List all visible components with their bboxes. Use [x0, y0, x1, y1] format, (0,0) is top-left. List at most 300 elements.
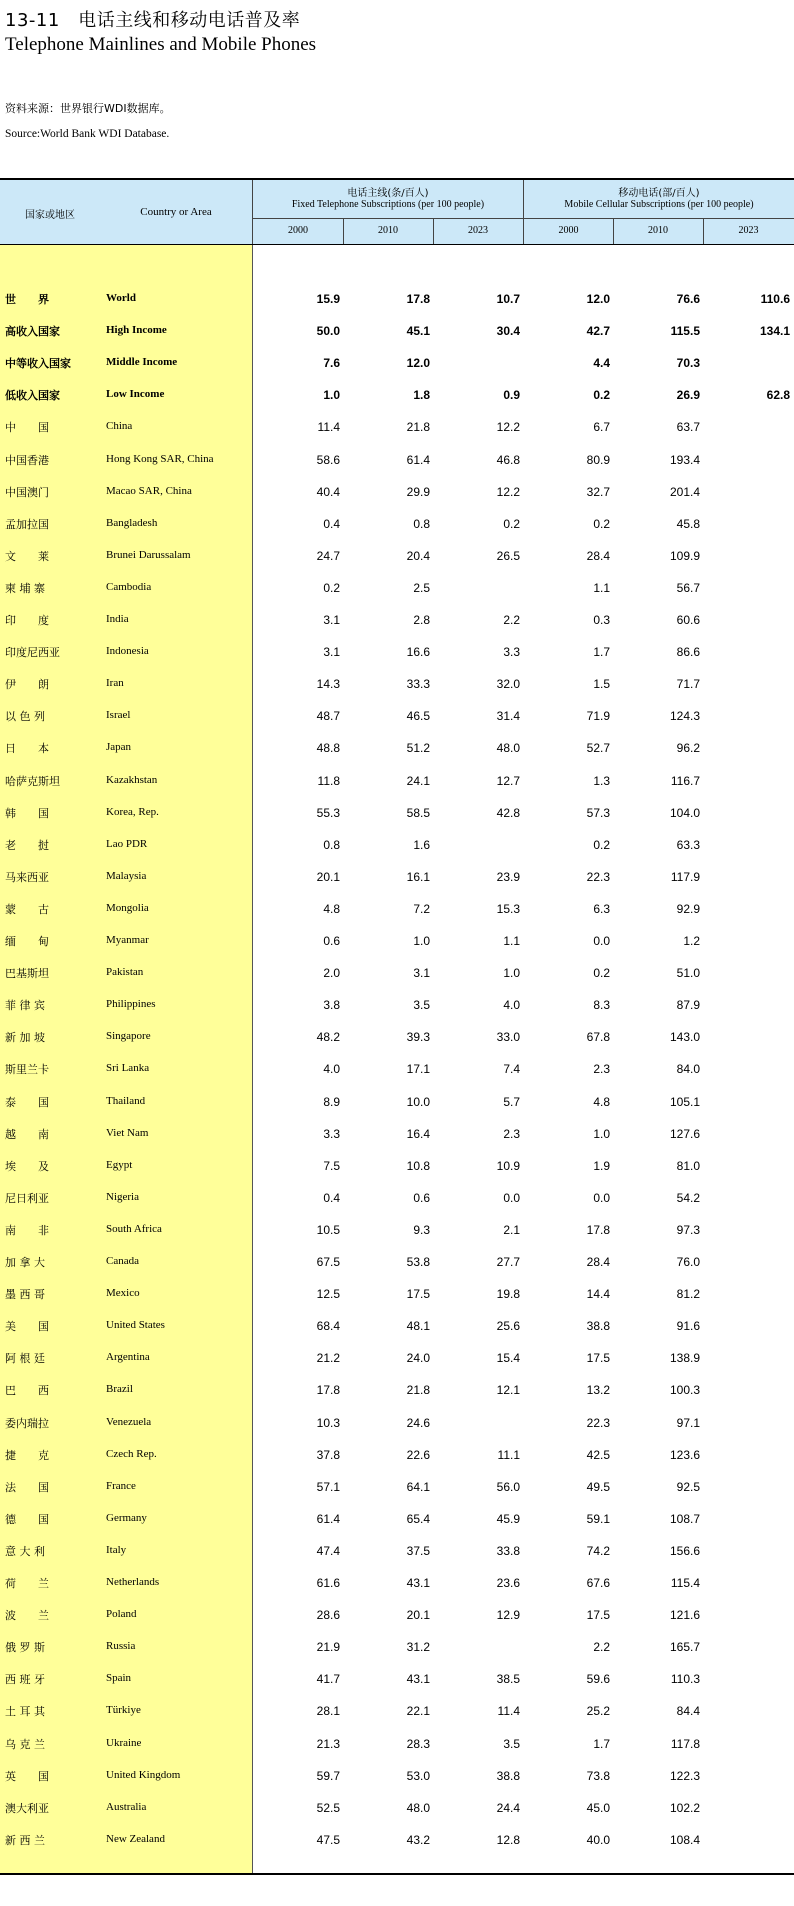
table-row: [0, 283, 794, 315]
value-cell: 31.2: [406, 1640, 430, 1655]
value-cell: 45.0: [586, 1800, 610, 1815]
value-cell: 28.1: [316, 1704, 340, 1719]
value-cell: 0.2: [593, 516, 610, 531]
value-cell: 28.4: [586, 548, 610, 563]
table-row: [0, 1631, 794, 1663]
value-cell: 0.0: [593, 934, 610, 948]
value-cell: 37.5: [406, 1543, 430, 1558]
table-row: [0, 1760, 794, 1792]
region-name-cn: 荷 兰: [5, 1577, 49, 1590]
table-row: [0, 572, 794, 604]
value-cell: 42.5: [586, 1447, 610, 1462]
region-name-cn: 泰 国: [5, 1095, 49, 1109]
year-header: 2023: [468, 225, 488, 236]
value-cell: 59.7: [316, 1768, 340, 1783]
region-name-cn: 美 国: [5, 1320, 49, 1334]
region-name-cn: 新 加 坡: [5, 1031, 45, 1045]
table-row: [0, 347, 794, 379]
value-cell: 43.1: [406, 1576, 430, 1590]
table-row: [0, 540, 794, 572]
value-cell: 52.7: [586, 741, 610, 756]
value-cell: 17.8: [586, 1222, 610, 1237]
region-name-en: Italy: [106, 1543, 127, 1556]
table-row: [0, 1792, 794, 1824]
region-name-cn: 高收入国家: [5, 325, 60, 339]
value-cell: 0.4: [323, 516, 340, 531]
value-cell: 9.3: [413, 1222, 430, 1237]
value-cell: 12.2: [496, 420, 520, 435]
value-cell: 13.2: [586, 1383, 610, 1398]
value-cell: 102.2: [669, 1800, 700, 1815]
value-cell: 2.3: [593, 1062, 610, 1077]
value-cell: 7.6: [323, 356, 340, 371]
value-cell: 0.0: [593, 1190, 610, 1205]
value-cell: 10.9: [496, 1158, 520, 1173]
value-cell: 58.5: [406, 805, 430, 820]
region-name-en: Viet Nam: [106, 1126, 149, 1139]
region-name-en: Pakistan: [106, 966, 144, 979]
region-name-cn: 老 挝: [5, 838, 49, 852]
value-cell: 28.3: [406, 1736, 430, 1751]
value-cell: 45.9: [496, 1511, 520, 1526]
table-row: [0, 379, 794, 411]
value-cell: 1.7: [593, 645, 610, 660]
region-name-en: Singapore: [106, 1030, 151, 1043]
region-name-en: Nigeria: [106, 1190, 139, 1203]
value-cell: 26.5: [496, 548, 520, 563]
value-cell: 12.1: [496, 1383, 520, 1398]
table-row: [0, 668, 794, 700]
value-cell: 2.0: [323, 966, 340, 981]
table-row: [0, 508, 794, 540]
value-cell: 14.4: [586, 1287, 610, 1302]
region-name-en: Kazakhstan: [106, 773, 158, 786]
region-name-cn: 孟加拉国: [5, 517, 49, 531]
value-cell: 92.5: [676, 1479, 700, 1494]
value-cell: 108.4: [669, 1832, 700, 1847]
region-name-cn: 澳大利亚: [5, 1801, 49, 1815]
value-cell: 122.3: [669, 1768, 700, 1783]
table-row: [0, 1086, 794, 1118]
value-cell: 33.3: [406, 677, 430, 692]
value-cell: 76.6: [676, 292, 700, 306]
table-row: [0, 1471, 794, 1503]
region-name-cn: 中国澳门: [5, 485, 49, 499]
value-cell: 15.4: [496, 1351, 520, 1366]
region-name-cn: 英 国: [5, 1769, 49, 1783]
value-cell: 138.9: [669, 1351, 700, 1366]
value-cell: 43.1: [406, 1672, 430, 1687]
value-cell: 0.8: [413, 516, 430, 531]
value-cell: 50.0: [316, 324, 340, 339]
table-row: [0, 636, 794, 668]
value-cell: 22.3: [586, 1415, 610, 1430]
value-cell: 62.8: [766, 388, 790, 403]
value-cell: 61.4: [406, 452, 430, 467]
region-name-en: Korea, Rep.: [106, 805, 159, 818]
value-cell: 58.6: [316, 452, 340, 467]
value-cell: 40.0: [586, 1832, 610, 1847]
table-row: [0, 315, 794, 347]
value-cell: 134.1: [759, 324, 790, 339]
value-cell: 52.5: [316, 1800, 340, 1815]
region-name-en: Canada: [106, 1255, 139, 1267]
table-header: [0, 178, 794, 245]
region-name-en: Iran: [106, 677, 124, 690]
value-cell: 4.8: [323, 901, 340, 916]
value-cell: 117.9: [670, 869, 700, 884]
value-cell: 45.1: [406, 324, 430, 339]
region-name-en: Venezuela: [106, 1415, 152, 1428]
value-cell: 1.5: [593, 677, 610, 692]
value-cell: 17.5: [406, 1287, 430, 1302]
value-cell: 1.6: [413, 837, 430, 852]
value-cell: 4.4: [593, 356, 610, 371]
value-cell: 57.3: [586, 805, 610, 820]
value-cell: 45.8: [676, 516, 700, 531]
table-row: [0, 1118, 794, 1150]
value-cell: 92.9: [676, 901, 700, 916]
region-name-en: Egypt: [106, 1158, 133, 1171]
value-cell: 1.2: [683, 934, 700, 948]
value-cell: 42.8: [496, 805, 520, 820]
value-cell: 24.6: [406, 1415, 430, 1430]
region-name-en: Israel: [106, 709, 131, 722]
region-name-en: Poland: [106, 1608, 137, 1621]
value-cell: 17.5: [586, 1351, 610, 1366]
value-cell: 27.7: [496, 1255, 520, 1269]
value-cell: 96.2: [676, 741, 700, 756]
region-name-en: Japan: [106, 741, 132, 754]
value-cell: 22.1: [406, 1704, 430, 1719]
value-cell: 23.9: [496, 869, 520, 884]
value-cell: 10.5: [316, 1222, 340, 1237]
value-cell: 14.3: [316, 677, 340, 692]
table-row: [0, 1310, 794, 1342]
header-mobile-en: Mobile Cellular Subscriptions (per 100 people): [564, 199, 754, 210]
value-cell: 65.4: [406, 1511, 430, 1526]
region-name-cn: 中国香港: [5, 453, 49, 467]
value-cell: 21.2: [316, 1351, 340, 1366]
value-cell: 20.4: [406, 548, 430, 563]
value-cell: 109.9: [669, 548, 700, 563]
value-cell: 16.1: [406, 869, 430, 884]
value-cell: 21.8: [406, 1383, 430, 1398]
value-cell: 15.3: [496, 901, 520, 916]
region-name-en: Netherlands: [106, 1576, 160, 1588]
region-name-en: Mexico: [106, 1287, 140, 1300]
region-name-cn: 中 国: [5, 421, 49, 435]
value-cell: 81.0: [676, 1158, 700, 1173]
value-cell: 76.0: [676, 1255, 700, 1269]
region-name-cn: 蒙 古: [5, 902, 49, 916]
region-name-en: Macao SAR, China: [106, 484, 192, 497]
value-cell: 55.3: [316, 805, 340, 820]
table-row: [0, 1342, 794, 1374]
value-cell: 15.9: [316, 292, 340, 306]
header-region-cn: 国家或地区: [25, 210, 75, 221]
region-name-en: Australia: [106, 1800, 147, 1813]
value-cell: 10.8: [406, 1158, 430, 1173]
value-cell: 16.6: [406, 645, 430, 660]
table-row: [0, 1503, 794, 1535]
table-row: [0, 957, 794, 989]
value-cell: 3.3: [503, 645, 520, 660]
region-name-en: France: [106, 1479, 136, 1492]
region-name-en: World: [106, 292, 136, 304]
value-cell: 31.4: [496, 709, 520, 724]
value-cell: 37.8: [316, 1447, 340, 1462]
year-header: 2000: [558, 225, 579, 236]
value-cell: 48.2: [316, 1030, 340, 1045]
value-cell: 8.9: [323, 1094, 340, 1109]
region-name-cn: 俄 罗 斯: [5, 1641, 45, 1655]
value-cell: 40.4: [316, 484, 340, 499]
value-cell: 48.1: [406, 1319, 430, 1334]
region-name-cn: 菲 律 宾: [5, 999, 45, 1013]
region-name-cn: 越 南: [5, 1127, 49, 1141]
region-name-en: Ukraine: [106, 1736, 142, 1749]
region-name-cn: 日 本: [5, 742, 49, 756]
value-cell: 12.0: [586, 292, 610, 306]
region-name-en: Argentina: [106, 1351, 150, 1364]
value-cell: 51.0: [676, 966, 700, 981]
value-cell: 48.0: [496, 741, 520, 756]
value-cell: 84.0: [676, 1062, 700, 1077]
value-cell: 3.3: [323, 1126, 340, 1141]
region-name-en: Lao PDR: [106, 837, 148, 850]
region-name-cn: 伊 朗: [5, 678, 49, 692]
region-name-cn: 德 国: [5, 1512, 49, 1526]
region-name-cn: 墨 西 哥: [5, 1288, 45, 1302]
year-header: 2023: [738, 225, 759, 236]
value-cell: 46.5: [406, 709, 430, 724]
value-cell: 48.8: [316, 741, 340, 756]
value-cell: 56.7: [676, 580, 700, 595]
region-name-en: New Zealand: [106, 1832, 165, 1845]
table-row: [0, 1535, 794, 1567]
value-cell: 2.2: [593, 1640, 610, 1655]
region-name-cn: 马来西亚: [5, 870, 49, 884]
value-cell: 39.3: [406, 1030, 430, 1045]
value-cell: 7.5: [323, 1158, 340, 1173]
region-name-cn: 西 班 牙: [5, 1673, 45, 1687]
table-row: [0, 1439, 794, 1471]
value-cell: 116.7: [670, 773, 700, 788]
region-name-cn: 文 莱: [5, 549, 49, 563]
value-cell: 26.9: [676, 388, 700, 403]
region-name-cn: 低收入国家: [5, 389, 60, 403]
region-name-en: Brunei Darussalam: [106, 548, 191, 561]
region-name-en: Indonesia: [106, 645, 149, 658]
value-cell: 28.4: [586, 1255, 610, 1269]
value-cell: 1.1: [503, 934, 520, 948]
table-row: [0, 444, 794, 476]
value-cell: 24.1: [406, 773, 430, 788]
source-note-cn: 资料来源：世界银行WDI数据库。: [5, 102, 171, 115]
value-cell: 28.6: [316, 1608, 340, 1623]
value-cell: 10.0: [406, 1094, 430, 1109]
value-cell: 17.5: [586, 1608, 610, 1623]
value-cell: 86.6: [676, 645, 700, 660]
table-row: [0, 1728, 794, 1760]
table-row: [0, 989, 794, 1021]
table-row: [0, 1599, 794, 1631]
year-header: 2010: [648, 225, 668, 236]
value-cell: 97.3: [676, 1222, 700, 1237]
value-cell: 20.1: [316, 869, 340, 884]
value-cell: 10.7: [496, 292, 520, 306]
value-cell: 97.1: [676, 1415, 700, 1430]
region-name-cn: 加 拿 大: [5, 1256, 45, 1269]
region-name-cn: 巴基斯坦: [5, 967, 49, 981]
value-cell: 12.9: [496, 1608, 520, 1623]
value-cell: 61.6: [316, 1576, 340, 1590]
value-cell: 6.3: [593, 901, 610, 916]
value-cell: 22.6: [406, 1447, 430, 1462]
table-row: [0, 1695, 794, 1727]
table-row: [0, 829, 794, 861]
value-cell: 47.4: [316, 1543, 340, 1558]
value-cell: 38.8: [496, 1768, 520, 1783]
value-cell: 0.8: [323, 837, 340, 852]
region-name-en: Brazil: [106, 1383, 133, 1396]
region-name-en: United Kingdom: [106, 1768, 181, 1781]
table-row: [0, 925, 794, 957]
region-name-en: Cambodia: [106, 580, 152, 593]
region-name-cn: 柬 埔 寨: [5, 581, 45, 595]
value-cell: 67.8: [586, 1030, 610, 1045]
value-cell: 21.9: [316, 1640, 340, 1655]
value-cell: 0.0: [503, 1190, 520, 1205]
value-cell: 67.6: [586, 1576, 610, 1590]
region-name-cn: 阿 根 廷: [5, 1352, 45, 1366]
year-header: 2000: [288, 225, 308, 236]
value-cell: 0.3: [593, 613, 610, 627]
value-cell: 165.7: [669, 1640, 700, 1655]
value-cell: 48.0: [406, 1800, 430, 1815]
value-cell: 48.7: [316, 709, 340, 724]
value-cell: 7.2: [413, 901, 430, 916]
table-row: [0, 1374, 794, 1406]
value-cell: 73.8: [586, 1768, 610, 1783]
table-row: [0, 765, 794, 797]
value-cell: 156.6: [669, 1543, 700, 1558]
value-cell: 64.1: [406, 1479, 430, 1494]
table-row: [0, 861, 794, 893]
value-cell: 47.5: [316, 1832, 340, 1847]
value-cell: 60.6: [676, 613, 700, 627]
value-cell: 115.4: [670, 1576, 700, 1590]
region-name-en: Türkiye: [106, 1704, 141, 1717]
data-table: [0, 178, 794, 1875]
region-name-en: Czech Rep.: [106, 1447, 157, 1460]
value-cell: 24.0: [406, 1351, 430, 1366]
value-cell: 63.7: [676, 420, 700, 435]
region-name-en: Hong Kong SAR, China: [106, 452, 214, 465]
value-cell: 21.8: [406, 420, 430, 435]
value-cell: 11.1: [497, 1447, 520, 1462]
region-name-en: Low Income: [106, 388, 165, 401]
value-cell: 0.9: [503, 388, 520, 403]
value-cell: 24.4: [496, 1800, 520, 1815]
value-cell: 61.4: [316, 1511, 340, 1526]
value-cell: 201.4: [669, 484, 700, 499]
value-cell: 110.6: [760, 292, 790, 306]
header-fixed-en: Fixed Telephone Subscriptions (per 100 people): [291, 199, 485, 210]
value-cell: 123.6: [669, 1447, 700, 1462]
value-cell: 4.0: [503, 998, 520, 1013]
value-cell: 21.3: [316, 1736, 340, 1751]
table-row: [0, 797, 794, 829]
value-cell: 5.7: [503, 1094, 520, 1109]
region-name-en: India: [106, 613, 129, 625]
region-name-cn: 南 非: [5, 1223, 49, 1237]
value-cell: 91.6: [676, 1319, 700, 1334]
value-cell: 3.1: [413, 966, 430, 981]
value-cell: 3.1: [323, 613, 340, 627]
region-name-cn: 斯里兰卡: [5, 1063, 49, 1077]
table-row: [0, 604, 794, 636]
value-cell: 143.0: [669, 1030, 700, 1045]
value-cell: 127.6: [669, 1126, 700, 1141]
value-cell: 17.8: [406, 292, 430, 306]
header-mobile-cn: 移动电话(部/百人): [618, 188, 700, 199]
value-cell: 2.1: [503, 1222, 520, 1237]
table-row: [0, 1021, 794, 1053]
value-cell: 24.7: [316, 548, 340, 563]
region-name-cn: 印 度: [5, 614, 49, 627]
value-cell: 51.2: [406, 741, 430, 756]
region-name-en: Sri Lanka: [106, 1062, 150, 1075]
region-name-en: Malaysia: [106, 869, 147, 882]
page-title-cn: 13-11 电话主线和移动电话普及率: [5, 10, 301, 31]
value-cell: 4.8: [593, 1094, 610, 1109]
value-cell: 1.0: [593, 1126, 610, 1141]
value-cell: 4.0: [323, 1062, 340, 1077]
region-name-en: South Africa: [106, 1222, 162, 1235]
value-cell: 117.8: [670, 1736, 700, 1751]
region-name-cn: 埃 及: [5, 1159, 49, 1173]
value-cell: 0.2: [323, 580, 340, 595]
table-row: [0, 1824, 794, 1856]
value-cell: 23.6: [496, 1576, 520, 1590]
table-row: [0, 1150, 794, 1182]
value-cell: 49.5: [586, 1479, 610, 1494]
region-name-en: United States: [106, 1319, 165, 1332]
value-cell: 38.8: [586, 1319, 610, 1334]
region-name-cn: 尼日利亚: [5, 1191, 49, 1205]
value-cell: 0.6: [413, 1190, 430, 1205]
region-name-en: Bangladesh: [106, 516, 158, 529]
value-cell: 11.4: [317, 420, 340, 435]
value-cell: 8.3: [593, 998, 610, 1013]
value-cell: 57.1: [316, 1479, 340, 1494]
value-cell: 0.2: [503, 516, 520, 531]
value-cell: 11.8: [317, 773, 340, 788]
table-row: [0, 732, 794, 764]
value-cell: 56.0: [496, 1479, 520, 1494]
table-row: [0, 411, 794, 443]
page-title-en: Telephone Mainlines and Mobile Phones: [5, 34, 317, 55]
value-cell: 2.8: [413, 613, 430, 627]
value-cell: 38.5: [496, 1672, 520, 1687]
region-name-cn: 中等收入国家: [5, 357, 71, 371]
value-cell: 53.0: [406, 1768, 430, 1783]
value-cell: 22.3: [586, 869, 610, 884]
value-cell: 2.2: [503, 613, 520, 627]
value-cell: 20.1: [406, 1608, 430, 1623]
